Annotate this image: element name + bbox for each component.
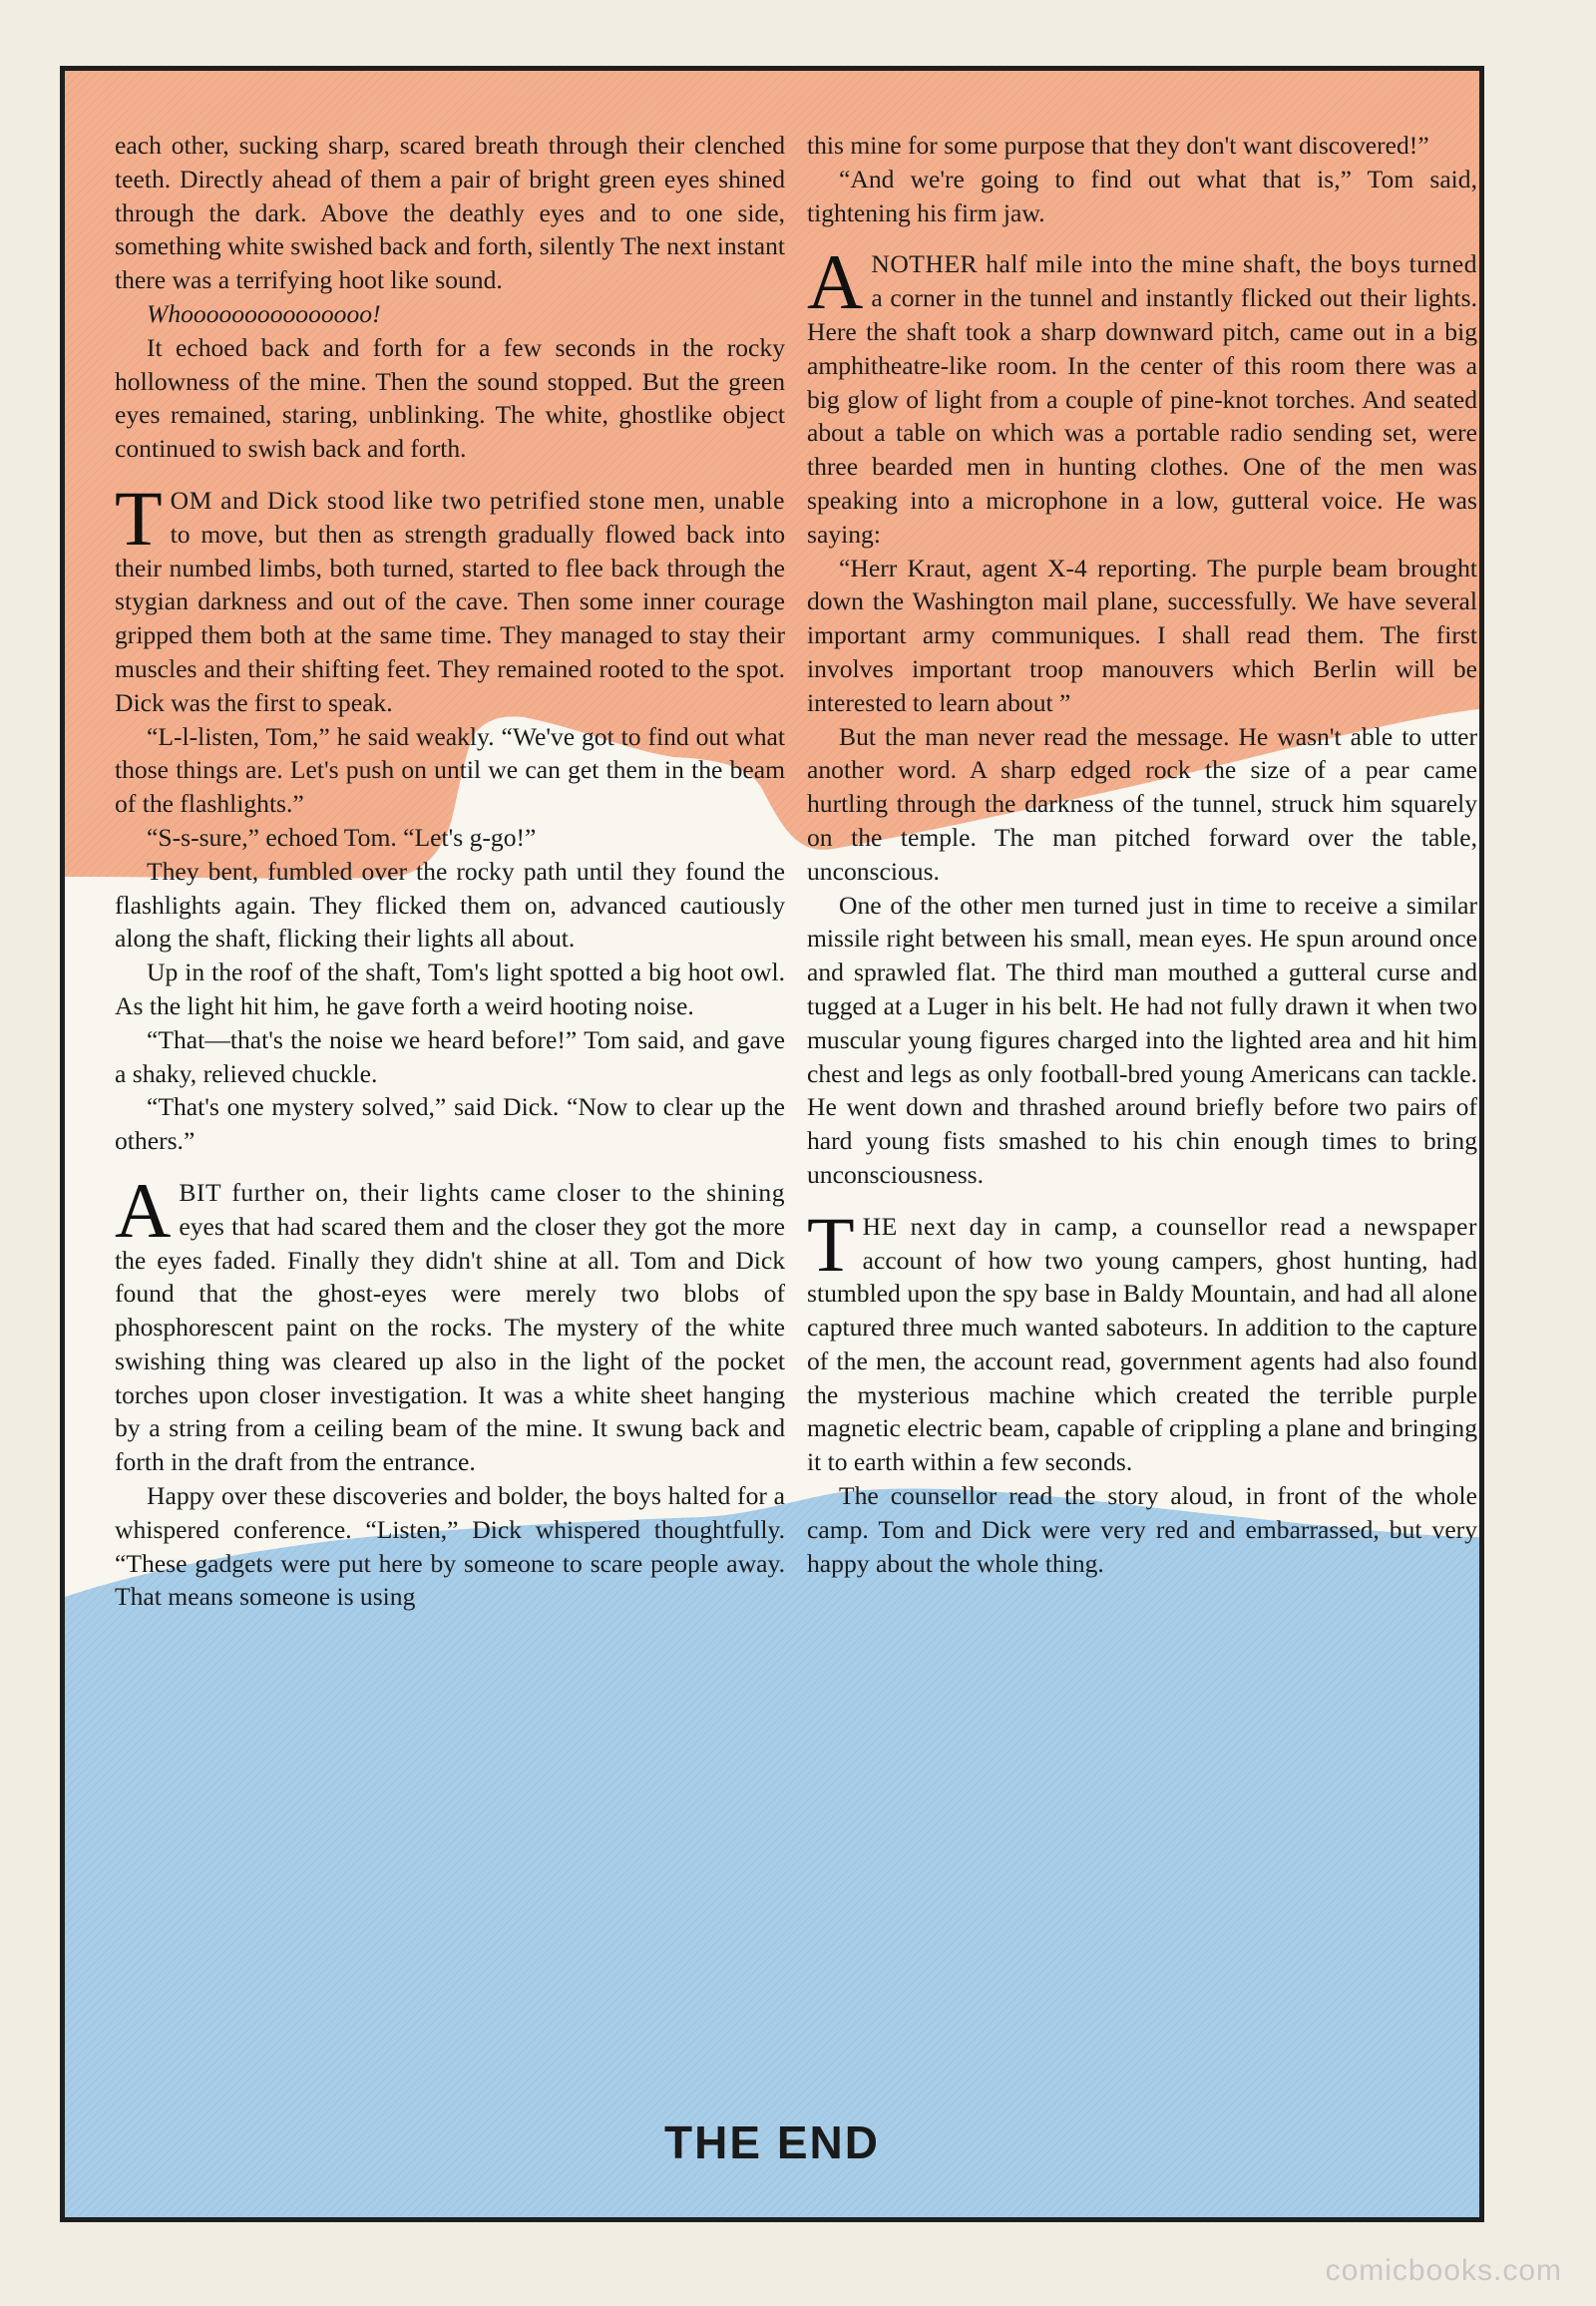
paragraph-text: It echoed back and forth for a few seconds in the rocky hollowness of the mine. Then the sound stopped. But the green eyes remained, staring, unblinking. The white, ghostlike object continued to swish back and forth. <box>115 332 785 464</box>
paragraph-text: NOTHER half mile into the mine shaft, the boys turned a corner in the tunnel and instantly flicked out their lights. Here the shaft took a sharp downward pitch, came out in a big amphitheatre-like room. In the center of this room there was a big glow of light from a couple of pine-knot torches. And seated about a table on which was a portable radio sending set, were three bearded men in hunting clothes. One of the men was speaking into a microphone in a low, gutteral voice. He was saying: <box>807 249 1477 549</box>
drop-cap: T <box>807 1200 855 1288</box>
paragraph-text: OM and Dick stood like two petrified stone men, unable to move, but then as strength gradually flowed back into their numbed limbs, both turned, started to flee back through the stygian darkness and out of the cave. Then some inner courage gripped them both at the same time. They managed to stay their muscles and their shifting feet. They remained rooted to the spot. Dick was the first to speak. <box>115 485 785 717</box>
paragraph-text: The counsellor read the story aloud, in front of the whole camp. Tom and Dick were very red and embarrassed, but very happy about the whole thing. <box>807 1481 1477 1578</box>
story-paragraph <box>115 1090 785 1158</box>
paragraph-text: this mine for some purpose that they don't want discovered!” <box>807 131 1429 160</box>
watermark: comicbooks.com <box>1325 2254 1562 2287</box>
story-paragraph <box>115 1479 785 1614</box>
drop-cap: A <box>807 238 864 326</box>
story-paragraph <box>807 552 1477 720</box>
story-paragraph <box>807 889 1477 1192</box>
story-paragraph <box>807 1200 1477 1479</box>
story-paragraph <box>807 720 1477 889</box>
story-paragraph <box>115 855 785 956</box>
story-paragraph <box>115 720 785 821</box>
paragraph-text: “That—that's the noise we heard before!” Tom said, and gave a shaky, relieved chuckle. <box>115 1024 785 1088</box>
story-paragraph <box>115 474 785 720</box>
story-paragraph <box>115 956 785 1023</box>
story-paragraph <box>115 1166 785 1479</box>
story-paragraph <box>115 1023 785 1091</box>
story-paragraph <box>807 1479 1477 1580</box>
paragraph-text: “Herr Kraut, agent X-4 reporting. The purple beam brought down the Washington mail plane, successfully. We have several important army communiques. I shall read them. The first involves important troop manouvers which Berlin will be interested to learn about ” <box>807 553 1477 717</box>
left-text-column <box>115 129 785 1614</box>
paragraph-text: Whooooooooooooooo! <box>147 298 381 328</box>
story-paragraph <box>115 821 785 855</box>
story-paragraph <box>115 331 785 466</box>
paragraph-text: “That's one mystery solved,” said Dick. “Now to clear up the others.” <box>115 1092 785 1156</box>
right-text-column <box>807 129 1477 1580</box>
story-paragraph <box>807 129 1477 163</box>
drop-cap: A <box>115 1166 172 1254</box>
story-paragraph <box>115 129 785 297</box>
paragraph-text: Up in the roof of the shaft, Tom's light spotted a big hoot owl. As the light hit him, he gave forth a weird hooting noise. <box>115 958 785 1020</box>
paragraph-text: They bent, fumbled over the rocky path until they found the flashlights again. They flicked them on, advanced cautiously along the shaft, flicking their lights all about. <box>115 856 785 954</box>
paragraph-text: “S-s-sure,” echoed Tom. “Let's g-go!” <box>147 822 537 852</box>
paragraph-text: BIT further on, their lights came closer to the shining eyes that had scared them and the closer they got the more the eyes faded. Finally they didn't shine at all. Tom and Dick found that the ghost-eyes were merely two blobs of phosphorescent paint on the rocks. The mystery of the white swishing thing was cleared up also in the light of the pocket torches upon closer investigation. It was a white sheet hanging by a string from a ceiling beam of the mine. It swung back and forth in the draft from the entrance. <box>115 1177 785 1477</box>
drop-cap: T <box>115 474 163 562</box>
page-frame <box>60 66 1484 2222</box>
paragraph-text: “And we're going to find out what that is,” Tom said, tightening his firm jaw. <box>807 164 1477 227</box>
story-paragraph <box>807 163 1477 230</box>
paragraph-text: HE next day in camp, a counsellor read a newspaper account of how two young campers, ghost hunting, had stumbled upon the spy base in Baldy Mountain, and had all alone captured three much wanted saboteurs. In addition to the capture of the men, the account read, government agents had also found the mysterious machine which created the terrible purple magnetic electric beam, capable of crippling a plane and bringing it to earth within a few seconds. <box>807 1211 1477 1477</box>
story-paragraph <box>807 238 1477 551</box>
paragraph-text: “L-l-listen, Tom,” he said weakly. “We've got to find out what those things are. Let's push on until we can get them in the beam of the flashlights.” <box>115 721 785 819</box>
the-end-label: THE END <box>664 2116 880 2168</box>
paragraph-text: each other, sucking sharp, scared breath through their clenched teeth. Directly ahead of them a pair of bright green eyes shined through the dark. Above the deathly eyes and to one side, something white swished back and forth, silently The next instant there was a terrifying hoot like sound. <box>115 131 785 295</box>
paragraph-text: But the man never read the message. He wasn't able to utter another word. A sharp edged rock the size of a pear came hurtling through the darkness of the tunnel, struck him squarely on the temple. The man pitched forward over the table, unconscious. <box>807 721 1477 886</box>
paragraph-text: Happy over these discoveries and bolder, the boys halted for a whispered conference. “Listen,” Dick whispered thoughtfully. “These gadgets were put here by someone to scare people away. That means someone is using <box>115 1481 785 1612</box>
story-paragraph <box>115 297 785 331</box>
paragraph-text: One of the other men turned just in time to receive a similar missile right between his small, mean eyes. He spun around once and sprawled flat. The third man mouthed a gutteral curse and tugged at a Luger in his belt. He had not fully drawn it when two muscular young figures charged into the lighted area and hit him chest and legs as only football-bred young Americans can tackle. He went down and thrashed around briefly before two pairs of hard young fists smashed to his chin enough times to bring unconsciousness. <box>807 890 1477 1189</box>
